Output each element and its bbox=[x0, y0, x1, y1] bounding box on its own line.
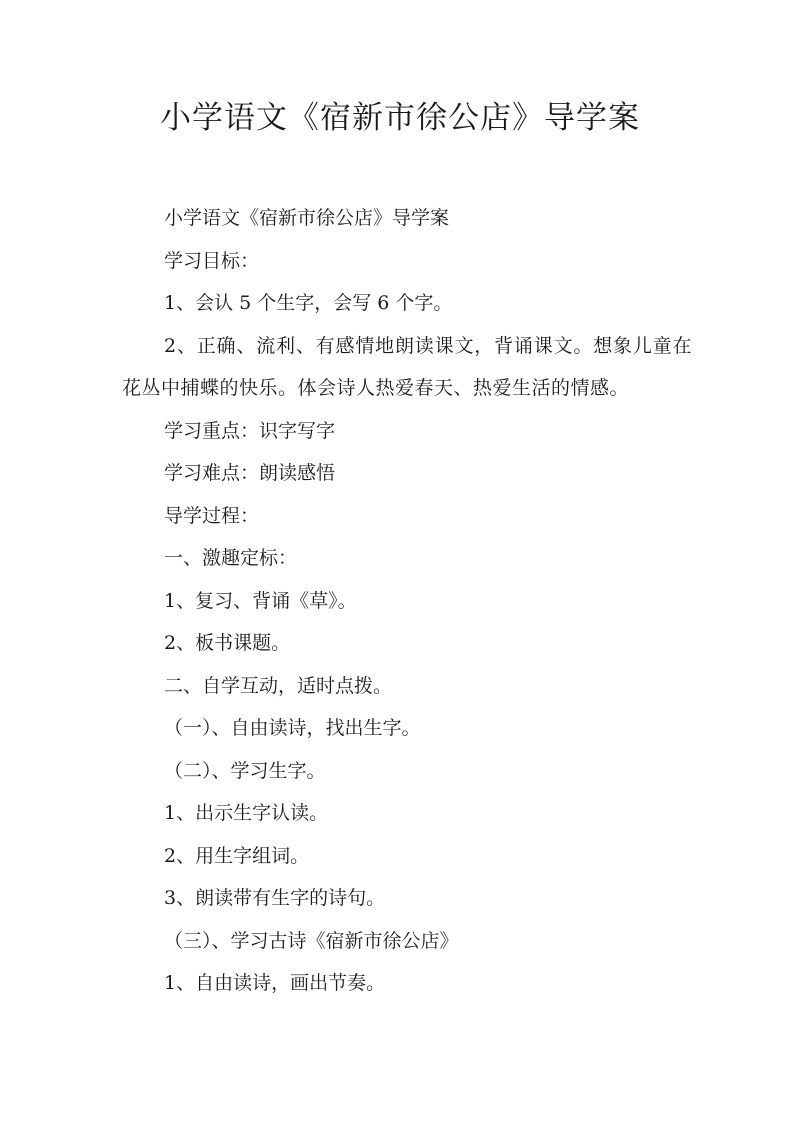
paragraph-objective-2: 2、正确、流利、有感情地朗读课文，背诵课文。想象儿童在花丛中捕蝶的快乐。体会诗人热爱春天、热爱生活的情感。 bbox=[122, 334, 692, 399]
paragraph-process-heading: 导学过程： bbox=[164, 504, 260, 527]
paragraph-step-read: 3、朗读带有生字的诗句。 bbox=[164, 887, 386, 909]
paragraph-key-points: 学习重点：识字写字 bbox=[164, 419, 336, 442]
paragraph-objectives-heading: 学习目标： bbox=[164, 249, 260, 272]
document-body bbox=[122, 197, 692, 1005]
paragraph-subsection-2: （二）、学习生字。 bbox=[164, 759, 326, 782]
paragraph-subsection-1: （一）、自由读诗，找出生字。 bbox=[164, 717, 421, 739]
paragraph-step-board: 2、板书课题。 bbox=[164, 632, 291, 654]
paragraph-subtitle: 小学语文《宿新市徐公店》导学案 bbox=[164, 207, 450, 229]
paragraph-step-show: 1、出示生字认读。 bbox=[164, 802, 329, 824]
paragraph-step-review: 1、复习、背诵《草》。 bbox=[164, 589, 357, 612]
paragraph-step-words: 2、用生字组词。 bbox=[164, 844, 310, 867]
paragraph-section-2: 二、自学互动，适时点拨。 bbox=[164, 674, 393, 697]
paragraph-difficulties: 学习难点：朗读感悟 bbox=[164, 462, 336, 484]
paragraph-step-rhythm: 1、自由读诗，画出节奏。 bbox=[164, 972, 386, 994]
document-title: 小学语文《宿新市徐公店》导学案 bbox=[160, 100, 640, 136]
paragraph-subsection-3: （三）、学习古诗《宿新市徐公店》 bbox=[164, 929, 459, 952]
paragraph-objective-1: 1、会认 5 个生字，会写 6 个字。 bbox=[164, 292, 453, 314]
paragraph-section-1: 一、激趣定标： bbox=[164, 547, 298, 569]
